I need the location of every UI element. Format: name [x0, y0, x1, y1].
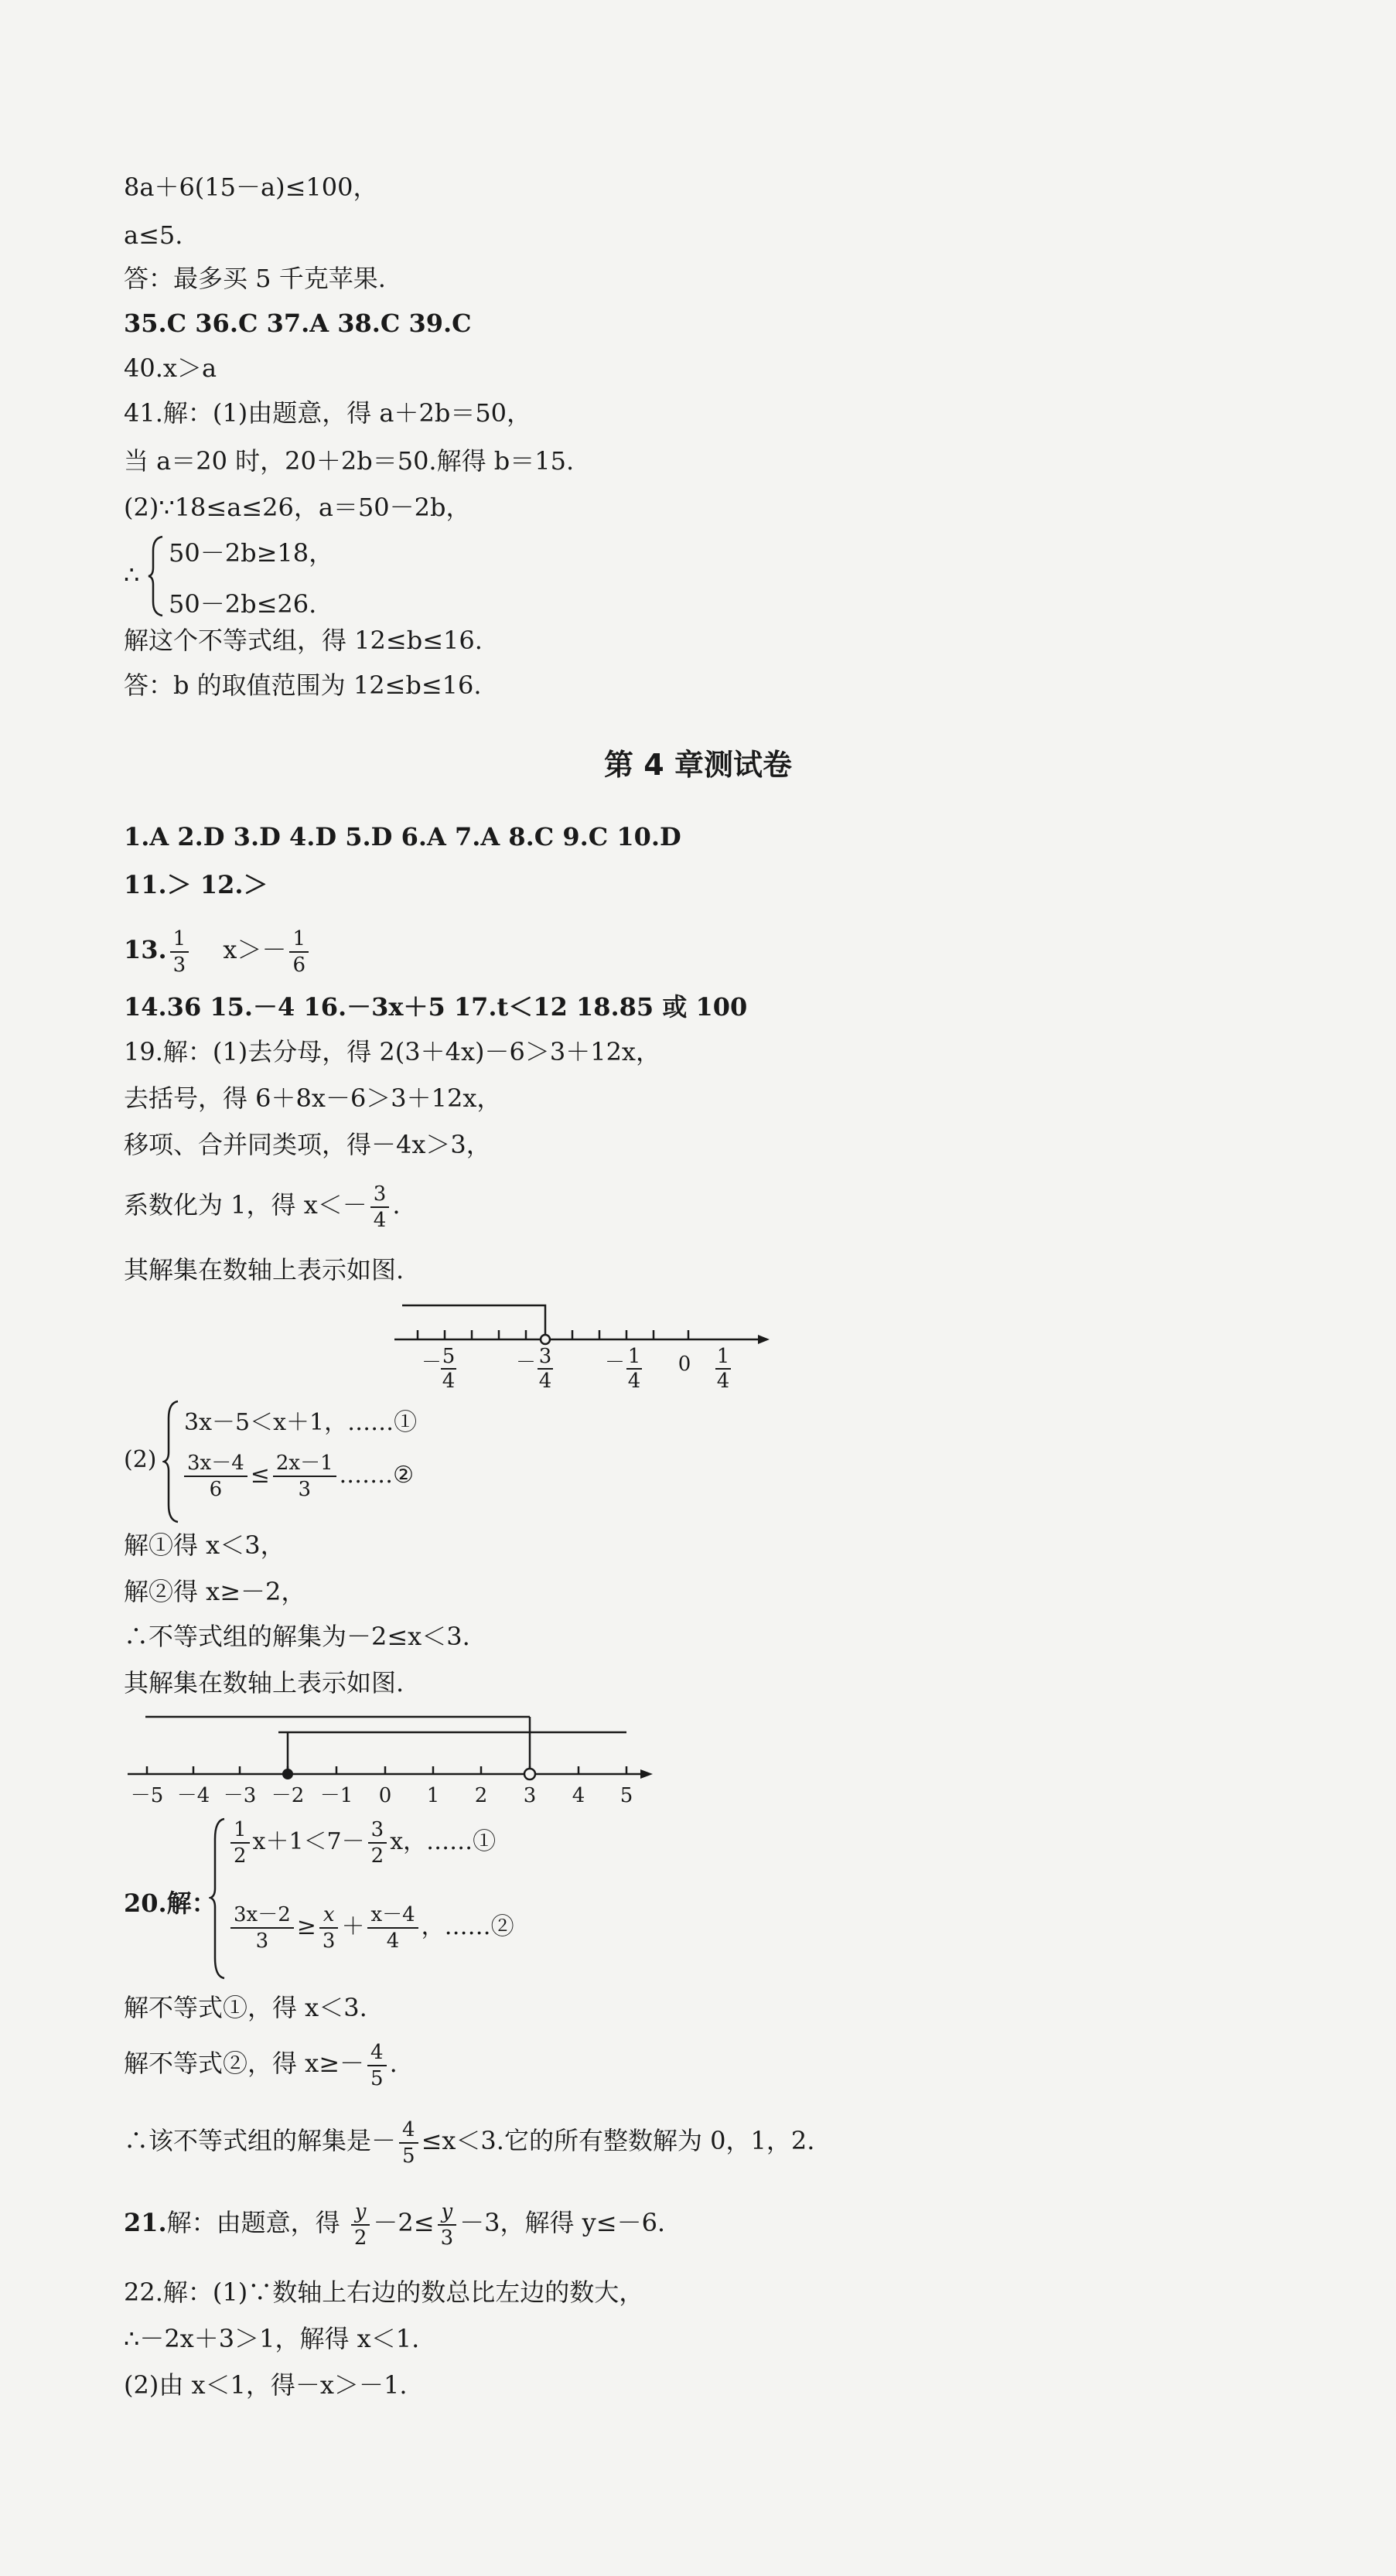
tick-label: －1 — [319, 1784, 353, 1807]
solution-bracket — [402, 1305, 545, 1334]
tick-label: 4 — [572, 1784, 585, 1807]
svg-text:1: 1 — [627, 1345, 641, 1368]
system-20-line2: $\frac{3x-2}{3}$ ≥ $\frac{x}{3}$ ＋ $\frac{x-4}{4}$ ，……② — [227, 1902, 514, 1953]
answer-41-b15: 当 a＝20 时，20＋2b＝50.解得 b＝15. — [124, 446, 575, 476]
line-solve-2: 解②得 x≥－2， — [124, 1577, 306, 1606]
left-brace — [209, 1817, 227, 1980]
line-inequality: 8a＋6(15－a)≤100， — [124, 172, 378, 202]
svg-text:3: 3 — [538, 1345, 552, 1368]
line-solve-system: 解这个不等式组，得 12≤b≤16. — [124, 626, 483, 655]
left-brace — [147, 535, 166, 617]
answer-40: 40.x＞a — [124, 353, 217, 383]
answers-11-12: 11.＞ 12.＞ — [124, 870, 268, 899]
answer-22-part1: 22.解：(1)∵数轴上右边的数总比左边的数大， — [124, 2277, 644, 2307]
line-integer-solutions: ∴该不等式组的解集是－ $\frac{4}{5}$ ≤x＜3.它的所有整数解为 0，1，2. — [124, 2117, 815, 2168]
line-a-le-5: a≤5. — [124, 220, 183, 250]
fraction-three-quarters: $\frac{3}{4}$ — [370, 1182, 390, 1233]
line-numberline-caption-1: 其解集在数轴上表示如图. — [124, 1255, 404, 1285]
answers-35-39: 35.C 36.C 37.A 38.C 39.C — [124, 309, 472, 338]
system-19-2-line1: 3x－5＜x＋1，……① — [184, 1409, 418, 1436]
answer-21: 21.解：由题意，得 $\frac{y}{2}$ －2≤ $\frac{y}{3}$ －3，解得 y≤－6. — [124, 2199, 666, 2250]
line-solve-ineq-2: 解不等式②，得 x≥－ $\frac{4}{5}$ . — [124, 2040, 398, 2090]
open-endpoint — [541, 1335, 550, 1344]
tick-label: －5 — [130, 1784, 164, 1807]
left-brace — [162, 1400, 181, 1523]
tick-label: －2 — [271, 1784, 305, 1807]
q20-label: 20.解： — [124, 1888, 217, 1918]
answer-41-part2: (2)∵18≤a≤26，a＝50－2b， — [124, 493, 471, 522]
answer-19-step2: 去括号，得 6＋8x－6＞3＋12x， — [124, 1083, 502, 1113]
fraction-one-third: $\frac{1}{3}$ — [170, 926, 189, 978]
chapter-title: 第 4 章测试卷 — [604, 748, 792, 782]
answer-19-step4: 系数化为 1，得 x＜－ $\frac{3}{4}$ . — [124, 1182, 401, 1232]
line-solution-set: ∴不等式组的解集为－2≤x＜3. — [124, 1622, 470, 1651]
line-answer-apples: 答：最多买 5 千克苹果. — [124, 264, 386, 293]
tick-label: －3 — [223, 1784, 257, 1807]
answers-1-10: 1.A 2.D 3.D 4.D 5.D 6.A 7.A 8.C 9.C 10.D — [124, 822, 681, 851]
axis-arrow — [758, 1335, 770, 1344]
system-20-line1: $\frac{1}{2}$ x＋1＜7－ $\frac{3}{2}$ x，……① — [227, 1817, 496, 1868]
tick-label: －4 — [176, 1784, 210, 1807]
therefore-symbol: ∴ — [124, 560, 140, 589]
answer-22-solve: ∴－2x＋3＞1，解得 x＜1. — [124, 2324, 420, 2353]
svg-text:4: 4 — [627, 1370, 641, 1393]
answer-13-label: 13. — [124, 935, 167, 964]
svg-text:－: － — [421, 1351, 442, 1374]
answer-13-inequality: x＞－ — [223, 935, 287, 964]
answer-19-step3: 移项、合并同类项，得－4x＞3， — [124, 1130, 491, 1159]
number-line-2 — [124, 1701, 665, 1810]
tick-label: 5 — [619, 1784, 633, 1807]
fraction-four-fifths: $\frac{4}{5}$ — [399, 2117, 418, 2168]
tick-label: 3 — [523, 1784, 537, 1807]
svg-text:－: － — [604, 1351, 626, 1374]
fraction-one-sixth: $\frac{1}{6}$ — [289, 926, 309, 978]
open-endpoint — [524, 1769, 535, 1779]
axis-arrow — [640, 1769, 653, 1779]
tick-labels — [422, 1345, 731, 1393]
tick-label: 2 — [474, 1784, 488, 1807]
number-line-1 — [379, 1291, 781, 1400]
svg-text:5: 5 — [442, 1345, 456, 1368]
tick-label: 0 — [378, 1784, 392, 1807]
line-solve-1: 解①得 x＜3， — [124, 1530, 285, 1560]
line-solve-ineq-1: 解不等式①，得 x＜3. — [124, 1993, 367, 2022]
tick-labels — [131, 1784, 633, 1807]
fraction-four-fifths: $\frac{4}{5}$ — [367, 2040, 387, 2091]
closed-endpoint — [282, 1769, 293, 1779]
svg-text:4: 4 — [716, 1370, 730, 1393]
svg-text:4: 4 — [538, 1370, 552, 1393]
answer-22-part2: (2)由 x＜1，得－x＞－1. — [124, 2370, 408, 2400]
svg-text:4: 4 — [442, 1370, 456, 1393]
system-19-2-line2: $\frac{3x-4}{6}$ ≤ $\frac{2x-1}{3}$ .……② — [181, 1451, 414, 1502]
tick-marks — [147, 1766, 626, 1774]
system-41-line2: 50－2b≤26. — [169, 589, 317, 619]
answer-13 — [124, 920, 312, 979]
svg-text:1: 1 — [716, 1345, 730, 1368]
answer-41-part1: 41.解：(1)由题意，得 a＋2b＝50， — [124, 398, 532, 428]
svg-text:－: － — [515, 1351, 537, 1374]
system-41-line1: 50－2b≥18， — [169, 538, 334, 568]
tick-marks — [418, 1330, 688, 1339]
svg-text:0: 0 — [678, 1353, 691, 1376]
step4-text: 系数化为 1，得 x＜－ — [124, 1190, 367, 1220]
line-answer-b-range: 答：b 的取值范围为 12≤b≤16. — [124, 670, 482, 700]
tick-label: 1 — [426, 1784, 440, 1807]
system-19-2-label: (2) — [124, 1446, 157, 1473]
line-numberline-caption-2: 其解集在数轴上表示如图. — [124, 1668, 404, 1697]
answers-14-18: 14.36 15.－4 16.－3x＋5 17.t＜12 18.85 或 100 — [124, 992, 748, 1022]
answer-19-step1: 19.解：(1)去分母，得 2(3＋4x)－6＞3＋12x， — [124, 1037, 660, 1066]
